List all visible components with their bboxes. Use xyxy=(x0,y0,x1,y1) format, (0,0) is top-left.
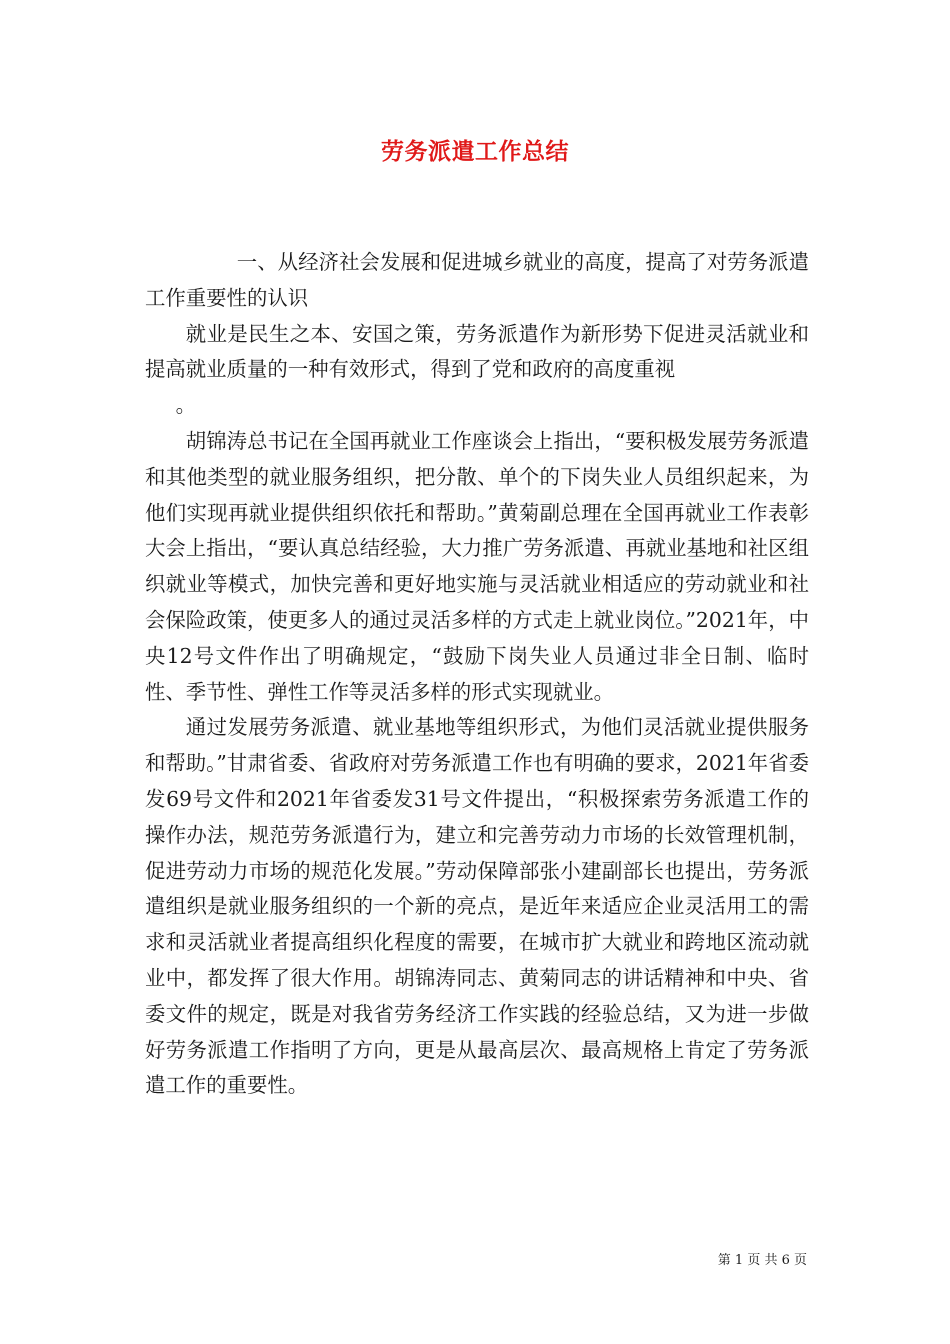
body-paragraph: 通过发展劳务派遣、就业基地等组织形式，为他们灵活就业提供服务和帮助。”甘肃省委、省政府对劳务派遣工作也有明确的要求，2021年省委发69号文件和2021年省委发31号文件提出，“积极探索劳务派遣工作的操作办法，规范劳务派遣行为，建立和完善劳动力市场的长效管理机制，促进劳动力市场的规范化发展。”劳动保障部张小建副部长也提出，劳务派遣组织是就业服务组织的一个新的亮点，是近年来适应企业灵活用工的需求和灵活就业者提高组织化程度的需要，在城市扩大就业和跨地区流动就业中，都发挥了很大作用。胡锦涛同志、黄菊同志的讲话精神和中央、省委文件的规定，既是对我省劳务经济工作实践的经验总结，又为进一步做好劳务派遣工作指明了方向，更是从最高层次、最高规格上肯定了劳务派遣工作的重要性。 xyxy=(145,715,809,1098)
stray-punctuation-line: 。 xyxy=(175,393,196,418)
page-number-footer: 第 1 页 共 6 页 xyxy=(717,1253,807,1268)
document-body xyxy=(145,245,809,1104)
document-title: 劳务派遣工作总结 xyxy=(381,138,569,165)
section-heading-paragraph: 一、从经济社会发展和促进城乡就业的高度，提高了对劳务派遣工作重要性的认识 xyxy=(145,250,809,310)
body-paragraph: 胡锦涛总书记在全国再就业工作座谈会上指出，“要积极发展劳务派遣和其他类型的就业服务组织，把分散、单个的下岗失业人员组织起来，为他们实现再就业提供组织依托和帮助。”黄菊副总理在全国再就业工作表彰大会上指出，“要认真总结经验，大力推广劳务派遣、再就业基地和社区组织就业等模式，加快完善和更好地实施与灵活就业相适应的劳动就业和社会保险政策，使更多人的通过灵活多样的方式走上就业岗位。”2021年，中央12号文件作出了明确规定，“鼓励下岗失业人员通过非全日制、临时性、季节性、弹性工作等灵活多样的形式实现就业。 xyxy=(145,428,809,704)
body-paragraph: 就业是民生之本、安国之策，劳务派遣作为新形势下促进灵活就业和提高就业质量的一种有效形式，得到了党和政府的高度重视 xyxy=(145,321,809,382)
